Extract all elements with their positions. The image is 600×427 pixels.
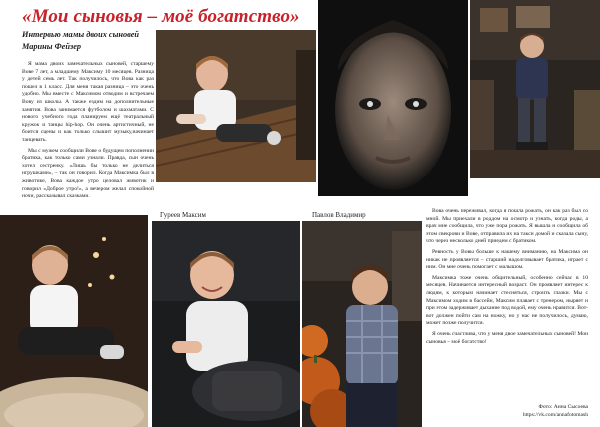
left-text-column bbox=[22, 61, 154, 204]
boy-with-pumpkins-photo bbox=[302, 221, 422, 427]
article-title: «Мои сыновья – моё богатство» bbox=[22, 6, 300, 27]
subtitle-line-1: Интервью мамы двоих сыновей bbox=[22, 30, 140, 39]
right-paragraph-4: Я очень счастлива, что у меня двое замечательных сыновей! Мои сыновья – моё богатство! bbox=[426, 330, 588, 345]
photo-credit-link[interactable]: https://vk.com/annafotomash bbox=[522, 411, 588, 418]
boy-close-up-portrait-photo bbox=[318, 0, 468, 196]
baby-on-wooden-floor-photo bbox=[156, 30, 316, 182]
right-paragraph-2: Ревность у Вовы больше к нашему вниманию, на Максима он никак не проявляется – старший надолговывает братика, играет с ним. Он мне очень помогает с малышом. bbox=[426, 248, 588, 271]
caption-maxim: Гуреев Максим bbox=[160, 211, 206, 219]
right-paragraph-1: Вова очень переживал, когда я пошла рожать, он как раз был со мной. Мы приехали в роддом на осмотр и узнать, когда роды, а врач мне сообщила, что уже пора рожать. Я вышла и сообщила об этом свекрови и Вове, отправила их на такси домой и сказала сыну, что через несколько дней приедем с братиком. bbox=[426, 208, 588, 245]
left-paragraph-2: Мы с мужем сообщили Вове о будущем пополнении братика, как только сами узнали. Правда, сын очень хотел сестренку. «Лишь бы только не делиться игрушками», – так он говорил. Когда Максимка был в животике, Вова каждое утро целовал животик и говорил «Доброе утро!», а вечером желал спокойной ночи, рассказывал сказками. bbox=[22, 147, 154, 200]
subtitle-line-2: Марины Фейзер bbox=[22, 42, 82, 51]
photo-credit-author: Фото: Анна Сысоева bbox=[538, 404, 588, 410]
baby-smiling-photo bbox=[152, 221, 300, 427]
boy-standing-photo bbox=[470, 0, 600, 178]
left-paragraph-1: Я мама двоих замечательных сыновей, старшему Вове 7 лет, а младшему Максиму 10 месяцев. Разница у детей семь лет. Так получилось, что Вова как раз пошел в 1 класс. Для меня такая разница – это очень удобно. Мы вместе с Максимом отводим и встречаем Вову из школы. А также ездим на дополнительные занятия. Вова занимается футболом и шахматами. С нового учебного года планируем ещё театральный кружок и танцы hip-hop. Он очень артистичный, не боится сцены и как только слышит музыку,начинает танцевать. bbox=[22, 61, 154, 143]
right-text-column bbox=[426, 208, 588, 349]
caption-vladimir: Павлов Владимир bbox=[312, 211, 366, 219]
baby-on-rug-photo bbox=[0, 215, 148, 427]
photo-credit bbox=[460, 404, 588, 419]
right-paragraph-3: Максимка тоже очень общительный, особенно сейчас в 10 месяцев. Начинается интересный возраст. Он проявляет интерес к людям, к которым начинает стесняться, строить глазки. Мы с Максимом ходим в бассейн, Максим плавает с тренером, ныряет и при этом задерживает дыхание под водой, ему очень нравится. Вот-вот должен пойти сам на ножку, но у нас не получилось, думаю, может позже получится. bbox=[426, 274, 589, 327]
